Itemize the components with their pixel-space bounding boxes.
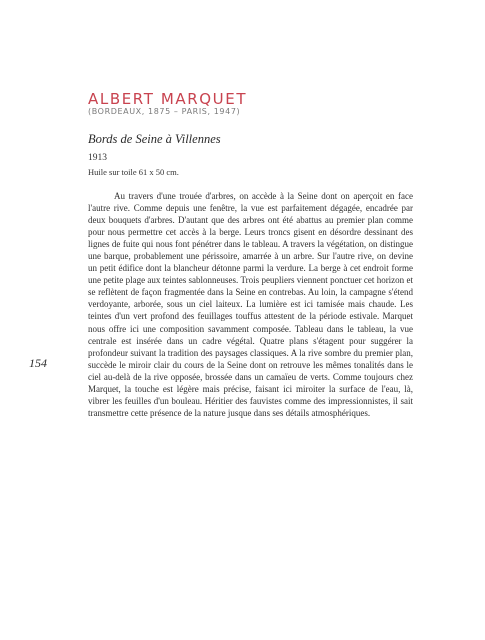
artist-dates: (BORDEAUX, 1875 – PARIS, 1947) [88, 107, 241, 116]
artist-name: ALBERT MARQUET [88, 90, 248, 108]
description-paragraph: Au travers d'une trouée d'arbres, on accède à la Seine dont on aperçoit en face l'autre rive. Comme depuis une fenêtre, la vue est parfaitement dégagée, encadrée par deux bouquets d'arbres. D'autant que des arbres ont été abattus au premier plan comme pour nous permettre cet accès à la berge. Leurs troncs gisent en désordre dessinant des lignes de fuite qui nous font pénétrer dans le tableau. A travers la végétation, on distingue une barque, probablement une périssoire, amarrée à un arbre. Sur l'autre rive, on devine un petit édifice dont la blancheur détonne parmi la verdure. La berge à cet endroit forme une petite plage aux teintes sablonneuses. Trois peupliers viennent ponctuer cet horizon et se reflètent de façon fragmentée dans la Seine en contrebas. Au loin, la campagne s'étend verdoyante, arborée, sous un ciel laiteux. La lumière est ici tamisée mais chaude. Les teintes d'un vert profond des feuillages touffus attestent de la période estivale. Marquet nous offre ici une composition savamment composée. Tableau dans le tableau, la vue centrale est insérée dans un cadre végétal. Quatre plans s'étagent pour suggérer la profondeur suivant la tradition des paysages classiques. A la rive sombre du premier plan, succède le miroir clair du cours de la Seine dont on retrouve les mêmes tonalités dans le ciel au-delà de la rive opposée, brossée dans un camaïeu de verts. Comme toujours chez Marquet, la touche est légère mais précise, faisant ici miroiter la surface de l'eau, là, vibrer les feuilles d'un bouleau. Héritier des fauvistes comme des impressionnistes, il sait transmettre cette présence de la nature jusque dans ses détails atmosphériques. [88, 191, 413, 418]
page-number: 154 [29, 356, 47, 370]
work-medium: Huile sur toile 61 x 50 cm. [88, 167, 179, 177]
work-title: Bords de Seine à Villennes [88, 132, 221, 146]
work-year: 1913 [88, 153, 107, 163]
